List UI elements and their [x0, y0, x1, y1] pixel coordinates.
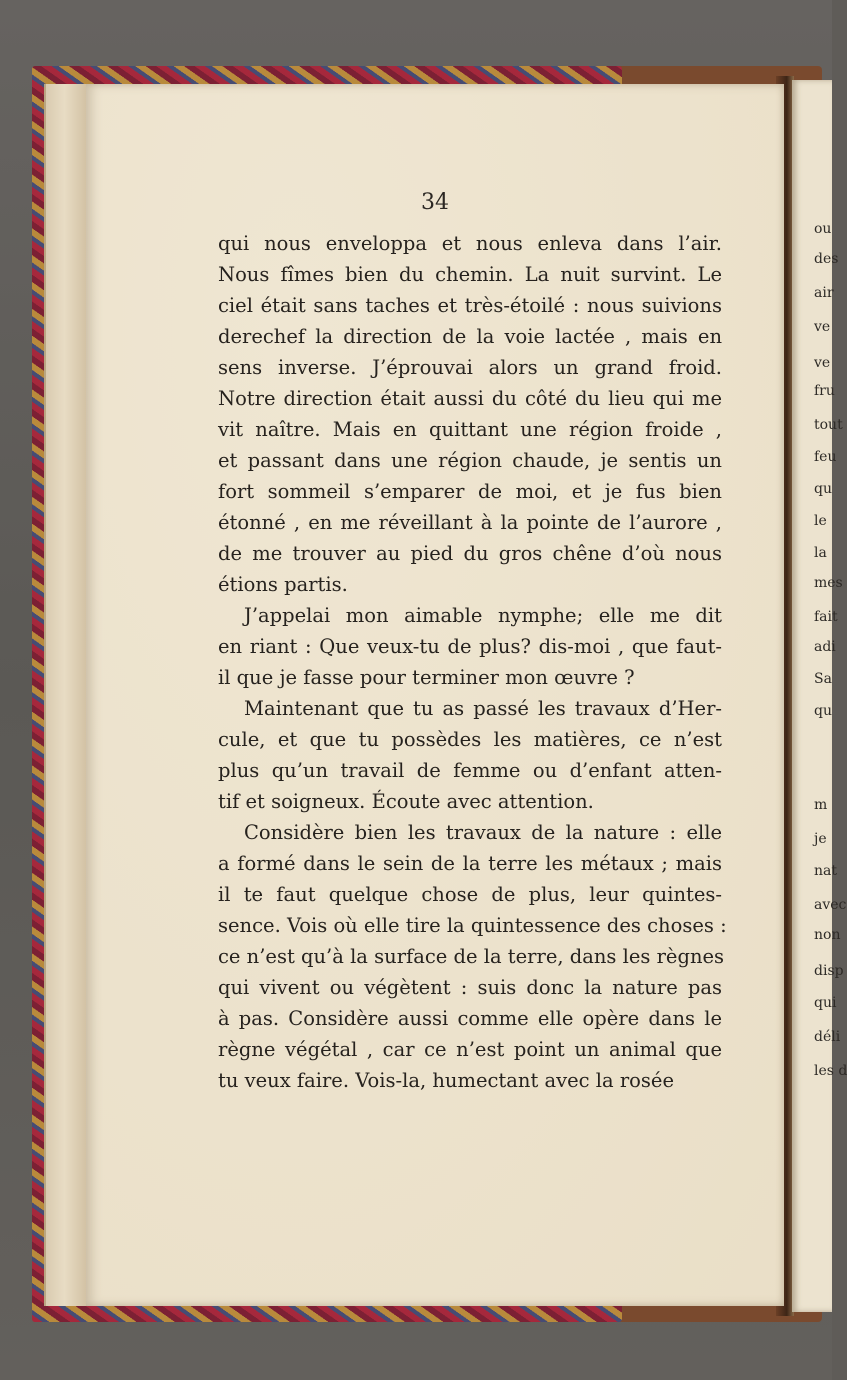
text-line: Considère bien les travaux de la nature : elle — [244, 821, 722, 844]
facing-page-fragment: déli — [814, 1029, 841, 1045]
facing-page-fragment: qui — [814, 995, 837, 1011]
page-number: 34 — [421, 190, 449, 215]
facing-page-fragment: le — [814, 513, 827, 529]
text-line: il que je fasse pour terminer mon œuvre ? — [218, 666, 635, 689]
facing-page-fragment: la — [814, 545, 827, 561]
text-line: tif et soigneux. Écoute avec attention. — [218, 790, 594, 813]
text-line: plus qu’un travail de femme ou d’enfant atten- — [218, 759, 722, 782]
facing-page-fragment: fru — [814, 383, 835, 399]
facing-page-fragment: mes — [814, 575, 843, 591]
paragraph — [218, 228, 722, 600]
text-line: et passant dans une région chaude, je sentis un — [218, 449, 722, 472]
text-line: règne végétal , car ce n’est point un animal que — [218, 1038, 722, 1061]
facing-page-fragment: m — [814, 797, 828, 813]
page-edges — [44, 84, 92, 1306]
facing-page-fragment: des — [814, 251, 839, 267]
text-line: ciel était sans taches et très-étoilé : nous suivions — [218, 294, 722, 317]
facing-page-fragment: adi — [814, 639, 836, 655]
facing-page-fragment: air — [814, 285, 834, 301]
text-line: qui nous enveloppa et nous enleva dans l’air. — [218, 232, 722, 255]
text-line: à pas. Considère aussi comme elle opère dans le — [218, 1007, 722, 1030]
text-line: sence. Vois où elle tire la quintessence des choses : — [218, 914, 727, 937]
facing-page-fragment: ve — [814, 355, 831, 371]
facing-page-fragment: je — [814, 831, 827, 847]
text-line: étions partis. — [218, 573, 348, 596]
text-line: étonné , en me réveillant à la pointe de l’aurore , — [218, 511, 722, 534]
text-line: il te faut quelque chose de plus, leur quintes- — [218, 883, 722, 906]
text-line: derechef la direction de la voie lactée , mais en — [218, 325, 722, 348]
text-line: sens inverse. J’éprouvai alors un grand froid. — [218, 356, 722, 379]
text-line: Notre direction était aussi du côté du lieu qui me — [218, 387, 722, 410]
facing-page-fragment: avec — [814, 897, 847, 913]
text-line: ce n’est qu’à la surface de la terre, dans les règnes — [218, 945, 725, 968]
facing-page-fragment: feu — [814, 449, 837, 465]
facing-page-fragment: ou — [814, 221, 832, 237]
text-line: de me trouver au pied du gros chêne d’où nous — [218, 542, 722, 565]
facing-page-fragment: tout — [814, 417, 843, 433]
facing-page-fragment: ve — [814, 319, 831, 335]
text-line: cule, et que tu possèdes les matières, ce n’est — [218, 728, 722, 751]
facing-page-fragment: qu — [814, 481, 832, 497]
text-line: en riant : Que veux-tu de plus? dis-moi , que faut- — [218, 635, 722, 658]
text-line: Nous fîmes bien du chemin. La nuit survint. Le — [218, 263, 722, 286]
text-line: qui vivent ou végètent : suis donc la nature pas — [218, 976, 722, 999]
paragraph — [218, 693, 722, 817]
text-line: Maintenant que tu as passé les travaux d’Her- — [244, 697, 722, 720]
facing-page-fragment: nat — [814, 863, 837, 879]
text-line: a formé dans le sein de la terre les métaux ; mais — [218, 852, 722, 875]
facing-page-fragment: disp — [814, 963, 844, 979]
text-line: J’appelai mon aimable nymphe; elle me dit — [244, 604, 722, 627]
text-line: fort sommeil s’emparer de moi, et je fus bien — [218, 480, 722, 503]
paragraph — [218, 600, 722, 693]
facing-page-fragment: qu — [814, 703, 832, 719]
text-line: vit naître. Mais en quittant une région froide , — [218, 418, 722, 441]
facing-page-fragment: Sa — [814, 671, 832, 687]
facing-page — [792, 80, 847, 1312]
facing-page-fragment: fait — [814, 609, 838, 625]
facing-page-fragment: les d — [814, 1063, 847, 1079]
page-text — [218, 228, 727, 1096]
text-line: tu veux faire. Vois-la, humectant avec la rosée — [218, 1069, 675, 1092]
paragraph — [218, 817, 727, 1096]
facing-page-fragment: non — [814, 927, 841, 943]
